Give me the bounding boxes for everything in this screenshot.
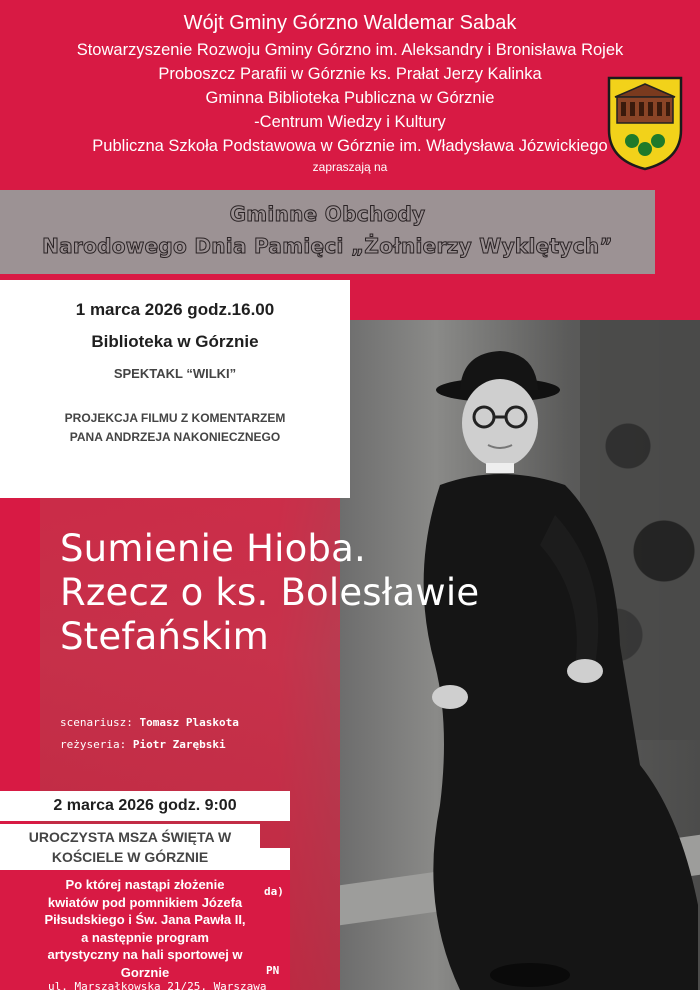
event-title-line2: Narodowego Dnia Pamięci „Żołnierzy Wyklętych”: [42, 234, 613, 258]
film-title-line2: Rzecz o ks. Bolesławie: [60, 571, 480, 614]
event2-date: 2 marca 2026 godz. 9:00: [0, 791, 290, 821]
organizer-parish: Proboszcz Parafii w Górznie ks. Prałat Jerzy Kalinka: [158, 65, 542, 83]
film-title-line3: Stefańskim: [60, 615, 269, 658]
event2-description: [14, 876, 276, 981]
event2-desc-line: a następnie program: [81, 929, 209, 945]
title-band: [0, 190, 655, 274]
event2-desc-line: Piłsudskiego i Św. Jana Pawła II,: [44, 912, 246, 927]
event2-desc-line: Po której nastąpi złożenie: [65, 877, 225, 892]
credit-director-name: Piotr Zarębski: [132, 738, 226, 751]
organizer-library-center: -Centrum Wiedzy i Kultury: [254, 113, 446, 131]
poster-fragment-address: ul. Marszałkowska 21/25, Warszawa: [48, 980, 267, 990]
organizer-library: Gminna Biblioteka Publiczna w Górznie: [205, 89, 495, 107]
event1-place: Biblioteka w Górznie: [91, 332, 259, 351]
credit-director-label: reżyseria:: [60, 738, 127, 751]
event2-box-tab: [260, 848, 290, 870]
credit-script-name: Tomasz Plaskota: [139, 716, 239, 729]
priest-figure: [380, 345, 700, 990]
event1-projection: [0, 409, 350, 447]
event2-mass-line2: KOŚCIELE W GÓRZNIE: [51, 849, 209, 865]
event-title-line1: Gminne Obchody: [229, 202, 426, 226]
event2-desc-line: kwiatów pod pomnikiem Józefa: [47, 894, 243, 910]
poster-fragment-da: da): [264, 885, 284, 898]
event2-desc-line: artystyczny na hali sportowej w: [47, 947, 243, 962]
film-title-line1: Sumienie Hioba.: [60, 527, 366, 570]
event1-projection-line2: PANA ANDRZEJA NAKONIECZNEGO: [69, 430, 281, 444]
event2-desc-line: Gorznie: [120, 964, 170, 980]
credit-script-label: scenariusz:: [60, 716, 133, 729]
header: [0, 0, 700, 190]
film-title: [60, 527, 479, 659]
event2-mass: [0, 824, 260, 870]
event1-date: 1 marca 2026 godz.16.00: [75, 300, 275, 319]
coat-of-arms-icon: [606, 75, 684, 171]
organizer-mayor: Wójt Gminy Górzno Waldemar Sabak: [183, 12, 517, 34]
event2-mass-line1: UROCZYSTA MSZA ŚWIĘTA W: [28, 829, 232, 845]
credit-script: [60, 712, 239, 734]
event1-projection-line1: PROJEKCJA FILMU Z KOMENTARZEM: [64, 411, 286, 425]
event1-spektakl: SPEKTAKL “WILKI”: [113, 366, 237, 381]
poster-fragment-pn: PN: [266, 964, 280, 977]
film-credits: [60, 712, 239, 756]
invite-text: zapraszają na: [312, 160, 388, 174]
organizer-school: Publiczna Szkoła Podstawowa w Górznie im. Władysława Józwickiego: [92, 137, 608, 155]
organizer-association: Stowarzyszenie Rozwoju Gminy Górzno im. Aleksandry i Bronisława Rojek: [76, 41, 624, 59]
credit-director: [60, 734, 239, 756]
event1-box: [0, 280, 350, 498]
